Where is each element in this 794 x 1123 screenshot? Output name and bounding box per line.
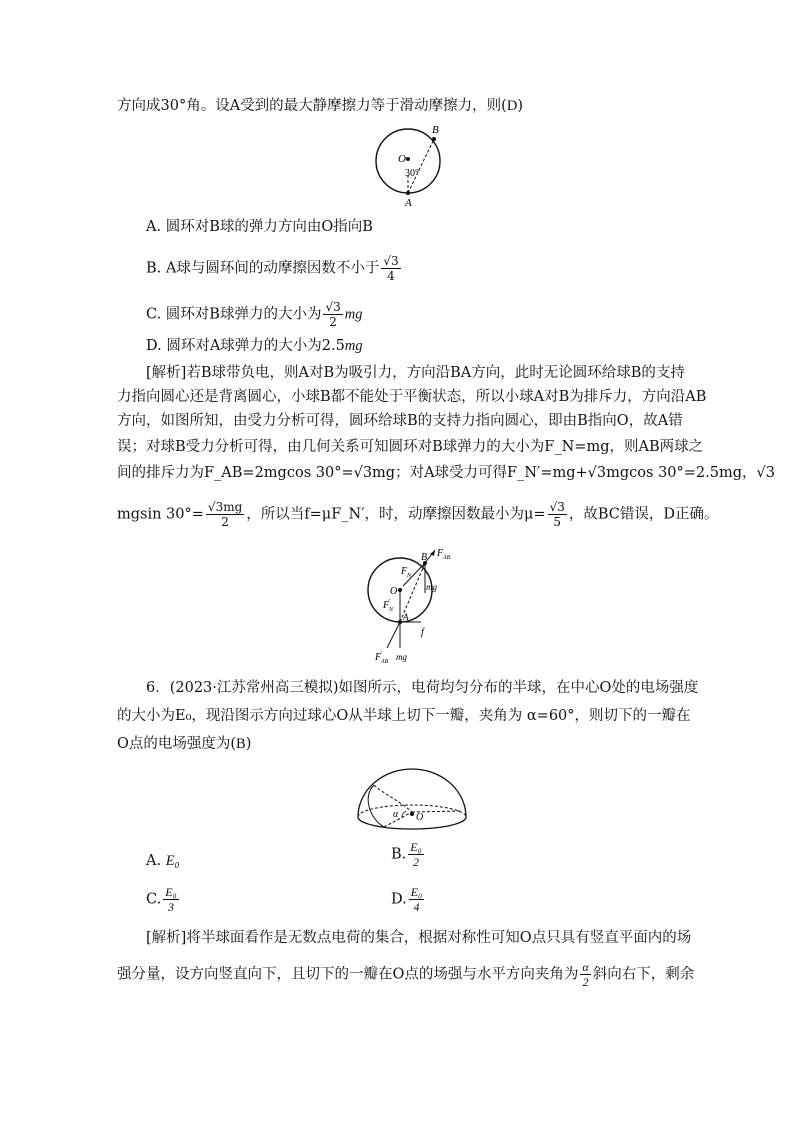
- q6-option-c: [146, 885, 181, 914]
- ring-figure: [370, 122, 450, 210]
- f2-label-b: B: [421, 552, 428, 563]
- q6-option-d: [391, 885, 426, 914]
- analysis2-frac-den: 2: [582, 975, 589, 989]
- analysis1-line6-a: mgsin 30°=: [117, 506, 204, 523]
- label-30: 30°: [405, 168, 419, 179]
- analysis2-line2: [117, 960, 694, 989]
- point-b: [432, 137, 436, 141]
- q6-option-c-num: E₀: [165, 885, 177, 899]
- q6-line3: [117, 733, 251, 755]
- q6-option-d-num: E₀: [410, 885, 423, 899]
- analysis2-line2-a: 强分量，设方向竖直向下，且切下的一瓣在O点的场强与水平方向夹角为: [117, 966, 579, 983]
- q6-answer: B: [236, 736, 246, 752]
- q6-option-a-text: E₀: [165, 853, 180, 869]
- q6-option-b-num: E₀: [410, 840, 422, 854]
- f2-label-fab2-sub: AB: [381, 659, 389, 665]
- f2-label-f: f: [421, 627, 424, 638]
- f2-label-fn2: F: [383, 600, 390, 611]
- f2-label-fab2-prime: ′: [381, 650, 383, 658]
- q6-option-b: [391, 840, 426, 869]
- option-a-letter: A.: [146, 219, 162, 235]
- q6-option-d-den: 4: [413, 900, 420, 914]
- option-c-letter: C.: [146, 306, 162, 323]
- analysis1-frac1: [206, 500, 244, 529]
- analysis1-line2: 力指向圆心还是背离圆心，小球B都不能处于平衡状态，所以小球A对B为排斥力，方向沿AB: [117, 389, 707, 405]
- option-b-letter: B.: [146, 260, 162, 277]
- q6-option-d-letter: D.: [391, 891, 407, 908]
- q6-close: ): [245, 736, 252, 752]
- hemisphere-center: [410, 812, 414, 816]
- q6-option-b-letter: B.: [391, 846, 407, 863]
- analysis1-line3: 方向，如图所知，由受力分析可得，圆环给球B的支持力指向圆心，即由B指向O，故A错: [117, 413, 683, 429]
- f2-label-fab-sub: AB: [443, 555, 451, 561]
- option-a-text: 圆环对B球的弹力方向由O指向B: [165, 219, 373, 235]
- option-b-num: √3: [383, 254, 399, 268]
- f2-label-fn2-prime: ′: [389, 598, 391, 606]
- hemisphere-dome: [358, 769, 466, 817]
- analysis1-line6-b: ，所以当f=μF_N′，时，动摩擦因数最小为μ=: [246, 506, 546, 523]
- analysis2-frac-num: α: [582, 960, 589, 974]
- analysis1-line5: 间的排斥力为F_AB=2mgcos 30°=√3mg；对A球受力可得F_N′=mg+√3mgcos 30°=2.5mg，√3: [117, 465, 775, 481]
- q6-line3-text: O点的电场强度为(: [117, 736, 237, 752]
- option-d-text: 圆环对A球弹力的大小为2.5: [166, 338, 345, 354]
- slice-edge-front: [368, 785, 384, 827]
- option-c-suffix: mg: [344, 306, 363, 323]
- option-b: [146, 254, 403, 283]
- option-d-letter: D.: [146, 338, 162, 354]
- q6-option-b-den: 2: [413, 855, 420, 869]
- q6-option-c-den: 3: [167, 900, 174, 914]
- intro-line: [117, 95, 523, 117]
- analysis2-line1: [解析]将半球面看作是无数点电荷的集合，根据对称性可知O点只具有竖直平面内的场: [146, 930, 692, 946]
- center-point: [406, 157, 410, 161]
- analysis2-fraction: [580, 960, 590, 989]
- option-b-den: 4: [387, 269, 395, 283]
- f2-label-mg1: mg: [426, 582, 437, 592]
- analysis1-frac2-den: 5: [553, 515, 562, 529]
- f3-label-o: O: [416, 812, 424, 823]
- q6-option-b-fraction: [408, 840, 424, 869]
- intro-answer: D: [506, 98, 518, 114]
- option-a: [146, 216, 373, 238]
- option-c: [146, 300, 362, 329]
- option-c-fraction: [323, 300, 342, 329]
- label-b: B: [432, 124, 439, 136]
- f2-label-a: A: [403, 612, 409, 622]
- label-o: O: [398, 153, 406, 165]
- option-b-fraction: [381, 254, 400, 283]
- analysis1-frac1-num: √3mg: [207, 500, 243, 514]
- fab2-arrow: [387, 622, 400, 648]
- q6-option-a: [146, 850, 180, 872]
- f2-label-fab2: F: [375, 652, 382, 663]
- f2-label-fab: F: [437, 548, 444, 559]
- f2-label-fn: F: [401, 566, 408, 577]
- intro-text: 方向成30°角。设A受到的最大静摩擦力等于滑动摩擦力，则(: [117, 98, 507, 114]
- q6-option-c-fraction: [163, 885, 179, 914]
- analysis1-line1: [解析]若B球带负电，则A对B为吸引力，方向沿BA方向，此时无论圆环给球B的支持: [146, 365, 685, 381]
- q6-option-d-fraction: [409, 885, 425, 914]
- analysis1-frac1-den: 2: [221, 515, 229, 529]
- option-d: [146, 335, 363, 357]
- f2-label-o: O: [390, 586, 398, 597]
- slice-edge-back: [374, 785, 412, 812]
- f2-label-fn-sub: N: [407, 573, 412, 579]
- analysis1-frac2-num: √3: [549, 500, 565, 514]
- analysis1-line4: 误；对球B受力分析可得，由几何关系可知圆环对B球弹力的大小为F_N=mg，则AB两球之: [117, 439, 704, 455]
- point-a: [406, 191, 410, 195]
- q6-option-c-letter: C.: [146, 891, 162, 908]
- force-diagram: [345, 548, 460, 668]
- q6-option-a-letter: A.: [146, 853, 162, 869]
- q6-line2: 的大小为E₀，现沿图示方向过球心O从半球上切下一瓣，夹角为 α=60°，则切下的一瓣在: [117, 708, 691, 724]
- q6-line1: 6．(2023·江苏常州高三模拟)如图所示，电荷均匀分布的半球，在中心O处的电场强度: [146, 680, 699, 696]
- option-c-den: 2: [329, 315, 337, 329]
- analysis1-line6-c: ，故BC错误，D正确。: [568, 506, 719, 523]
- label-a: A: [405, 197, 412, 209]
- intro-close: ): [517, 98, 523, 114]
- analysis1-line6: [117, 500, 719, 529]
- option-c-text: 圆环对B球弹力的大小为: [165, 306, 322, 323]
- option-b-text: A球与圆环间的动摩擦因数不小于: [165, 260, 380, 277]
- analysis1-frac2: [548, 500, 567, 529]
- force-center: [398, 588, 402, 592]
- f2-label-fn2-sub: N: [389, 607, 394, 613]
- f2-label-mg2: mg: [396, 652, 407, 662]
- f3-label-alpha: α: [393, 809, 399, 820]
- option-c-num: √3: [325, 300, 341, 314]
- analysis2-line2-b: 斜向右下，剩余: [592, 966, 695, 983]
- option-d-suffix: mg: [344, 338, 363, 354]
- force-point-a: [398, 620, 402, 624]
- hemisphere-figure: [352, 765, 470, 837]
